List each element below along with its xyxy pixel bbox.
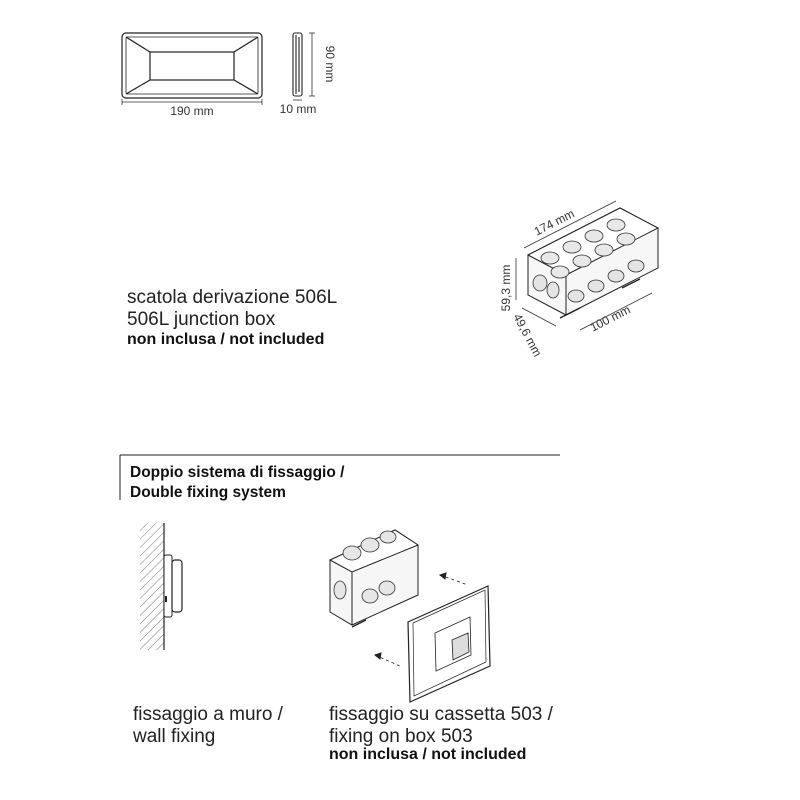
fixing-section-title-line2: Double fixing system [130, 484, 286, 501]
box-fixing-note: non inclusa / not included [329, 746, 527, 763]
side-depth-label: 10 mm [279, 102, 317, 116]
front-width-label: 190 mm [170, 104, 214, 118]
side-height-dimension [309, 33, 315, 96]
box-height-label: 59,3 mm [499, 264, 513, 312]
box-inner-label: 100 mm [587, 302, 633, 335]
junction-box-line2: 506L junction box [127, 309, 276, 330]
wall-fixing-drawing [140, 523, 182, 650]
box-depth-label: 49,6 mm [510, 311, 545, 360]
side-view-drawing [293, 33, 302, 96]
box-length-label: 174 mm [531, 206, 577, 239]
box-503-fixing-drawing [330, 530, 490, 702]
junction-box-note: non inclusa / not included [127, 331, 325, 348]
wall-fixing-line1: fissaggio a muro / [133, 704, 283, 725]
junction-box-line1: scatola derivazione 506L [127, 287, 338, 308]
fixing-section-title-line1: Doppio sistema di fissaggio / [130, 464, 345, 481]
wall-fixing-line2: wall fixing [133, 726, 216, 747]
box-fixing-line2: fixing on box 503 [329, 726, 473, 747]
front-view-drawing [122, 33, 262, 98]
side-height-label: 90 mm [323, 45, 337, 83]
box-fixing-line1: fissaggio su cassetta 503 / [329, 704, 553, 725]
